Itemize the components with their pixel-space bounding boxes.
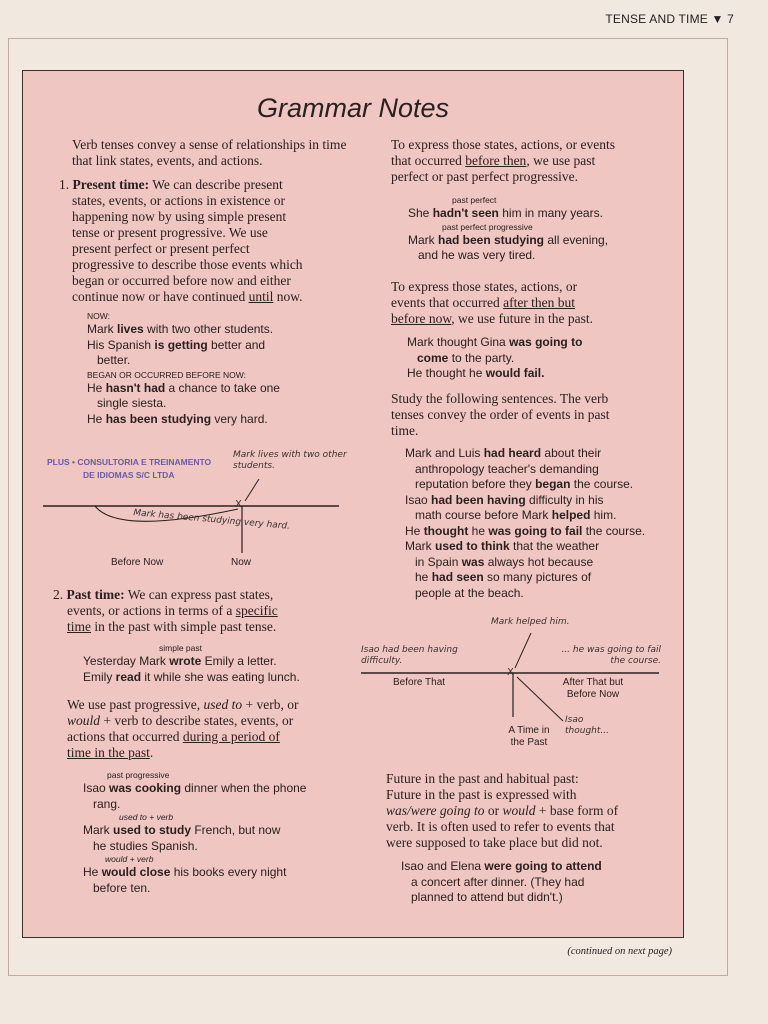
- example-label: past perfect: [452, 195, 497, 205]
- handwritten-note: Isao had been having difficulty.: [361, 645, 458, 666]
- example-sentence: Isao and Elena were going to attend: [401, 859, 602, 873]
- example-sentence: better.: [97, 353, 131, 367]
- timeline-label: Now: [231, 557, 252, 568]
- example-sentence: Mark and Luis had heard about their: [405, 446, 602, 460]
- study-paragraph: [391, 391, 671, 439]
- timeline-label: Before That: [393, 677, 446, 688]
- text-line: events that occurred after then but: [391, 295, 576, 310]
- timeline-label: A Time in the Past: [508, 725, 550, 748]
- text-line: progressive to describe those events which: [72, 257, 303, 272]
- example-label: past perfect progressive: [442, 221, 533, 232]
- example-label: past progressive: [107, 770, 170, 780]
- text-line: present perfect or present perfect: [72, 241, 250, 256]
- example-sentence: Mark had been studying all evening,: [408, 232, 609, 247]
- future-in-past-examples: [407, 335, 677, 382]
- text-line: tenses convey the order of events in past: [391, 407, 610, 422]
- text-line: events, or actions in terms of a specific: [67, 603, 278, 618]
- example-sentence: planned to attend but didn't.): [411, 890, 563, 904]
- text-line: time.: [391, 423, 419, 438]
- attend-example: [401, 859, 677, 906]
- intro-text: Verb tenses convey a sense of relationships in time that link states, events, and actions.: [72, 137, 347, 168]
- section-present-time: [59, 177, 359, 305]
- past-perfect-examples: [408, 195, 678, 264]
- text-line: We use past progressive, used to + verb, or: [67, 697, 299, 712]
- text-line: Future in the past and habitual past:: [386, 771, 579, 786]
- example-sentence: in Spain was always hot because: [415, 554, 594, 569]
- before-then-paragraph: [391, 137, 671, 185]
- section-heading: Present time:: [72, 177, 150, 192]
- example-sentence: a concert after dinner. (They had: [411, 874, 585, 889]
- text-line: tense or present progressive. We use: [72, 225, 268, 240]
- example-sentence: come to the party.: [417, 350, 515, 365]
- handwritten-note: ... he was going to fail the course.: [561, 645, 661, 666]
- handwritten-note: Isao thought...: [565, 715, 609, 736]
- text-line: perfect or past perfect progressive.: [391, 169, 579, 184]
- example-sentence: reputation before they began the course.: [415, 477, 634, 491]
- example-label: would + verb: [105, 854, 154, 864]
- stamp-line: DE IDIOMAS S/C LTDA: [83, 470, 175, 480]
- text-line: before now, we use future in the past.: [391, 311, 593, 326]
- example-sentence: Emily read it while she was eating lunch.: [83, 669, 300, 684]
- example-sentence: He hasn't had a chance to take one: [87, 380, 280, 395]
- example-sentence: He would close his books every night: [83, 865, 287, 879]
- handwritten-note: Mark lives with two other students.: [233, 450, 347, 471]
- example-sentence: single siesta.: [97, 396, 167, 410]
- past-progressive-paragraph: [67, 697, 357, 761]
- timeline-drawing: [23, 447, 353, 567]
- example-sentence: math course before Mark helped him.: [415, 508, 617, 522]
- example-sentence: Isao was cooking dinner when the phone: [83, 781, 307, 795]
- after-then-paragraph: [391, 279, 671, 327]
- example-sentence: Mark used to study French, but now: [83, 823, 281, 837]
- example-sentence: He thought he was going to fail the course.: [405, 523, 646, 538]
- running-head: TENSE AND TIME ▼ 7: [605, 12, 734, 26]
- text-line: was/were going to or would + base form of: [386, 803, 619, 818]
- section-past-time: [53, 587, 353, 635]
- example-sentence: anthropology teacher's demanding: [415, 461, 599, 476]
- example-sentence: people at the beach.: [415, 585, 524, 600]
- section-heading: Past time:: [66, 587, 125, 602]
- text-line: verb. It is often used to refer to events that: [386, 819, 615, 834]
- text-line: states, events, or actions in existence or: [72, 193, 285, 208]
- example-label: used to + verb: [119, 812, 174, 822]
- text-line: actions that occurred during a period of: [67, 729, 280, 744]
- example-sentence: His Spanish is getting better and: [87, 337, 266, 352]
- example-label: BEGAN OR OCCURRED BEFORE NOW:: [87, 369, 246, 380]
- simple-past-examples: [83, 643, 363, 685]
- text-line: We can express past states,: [127, 587, 274, 602]
- timeline-past: [353, 613, 683, 763]
- text-line: Study the following sentences. The verb: [391, 391, 609, 406]
- example-label: NOW:: [87, 311, 110, 321]
- text-line: happening now by using simple present: [72, 209, 287, 224]
- text-line: time in the past with simple past tense.: [67, 619, 277, 634]
- stamp-line: PLUS • CONSULTORIA E TREINAMENTO: [47, 457, 212, 467]
- text-line: began or occurred before now and either: [72, 273, 291, 288]
- example-sentence: he studies Spanish.: [93, 838, 198, 853]
- text-line: Future in the past is expressed with: [386, 787, 577, 802]
- past-progressive-examples: [83, 770, 363, 896]
- example-sentence: rang.: [93, 796, 121, 811]
- timeline-label: Before Now: [111, 557, 164, 568]
- present-examples: [87, 311, 367, 427]
- timeline-label: After That but Before Now: [562, 677, 624, 700]
- example-sentence: he had seen so many pictures of: [415, 570, 592, 584]
- text-line: To express those states, actions, or events: [391, 137, 616, 152]
- text-line: that occurred before then, we use past: [391, 153, 596, 168]
- example-sentence: He has been studying very hard.: [87, 411, 268, 426]
- example-sentence: Mark thought Gina was going to: [407, 335, 583, 349]
- section-number: 2.: [53, 587, 64, 602]
- example-sentence: He thought he would fail.: [407, 366, 545, 380]
- example-label: simple past: [159, 643, 202, 653]
- handwritten-note: Mark has been studying very hard.: [132, 508, 291, 532]
- text-line: We can describe present: [152, 177, 283, 192]
- example-sentence: before ten.: [93, 880, 151, 895]
- text-line: were supposed to take place but did not.: [386, 835, 603, 850]
- box-title: Grammar Notes: [256, 93, 450, 123]
- intro-paragraph: [72, 137, 362, 169]
- order-of-events-examples: [405, 446, 681, 601]
- example-sentence: and he was very tired.: [418, 248, 536, 262]
- example-sentence: Mark lives with two other students.: [87, 322, 274, 336]
- handwritten-note: Mark helped him.: [491, 617, 570, 627]
- example-sentence: Mark used to think that the weather: [405, 539, 600, 553]
- example-sentence: She hadn't seen him in many years.: [408, 206, 603, 220]
- text-line: would + verb to describe states, events, or: [67, 713, 294, 728]
- text-line: To express those states, actions, or: [391, 279, 578, 294]
- future-in-past-paragraph: [386, 771, 676, 851]
- timeline-present: [23, 447, 353, 567]
- section-number: 1.: [59, 177, 70, 192]
- text-line: continue now or have continued until now.: [72, 289, 303, 304]
- example-sentence: Isao had been having difficulty in his: [405, 492, 604, 507]
- grammar-notes-box: [22, 70, 684, 938]
- timeline-marker: X: [507, 667, 514, 678]
- example-sentence: Yesterday Mark wrote Emily a letter.: [83, 654, 277, 668]
- text-line: time in the past.: [67, 745, 154, 760]
- timeline-marker: X: [235, 499, 242, 510]
- continued-note: (continued on next page): [567, 946, 672, 957]
